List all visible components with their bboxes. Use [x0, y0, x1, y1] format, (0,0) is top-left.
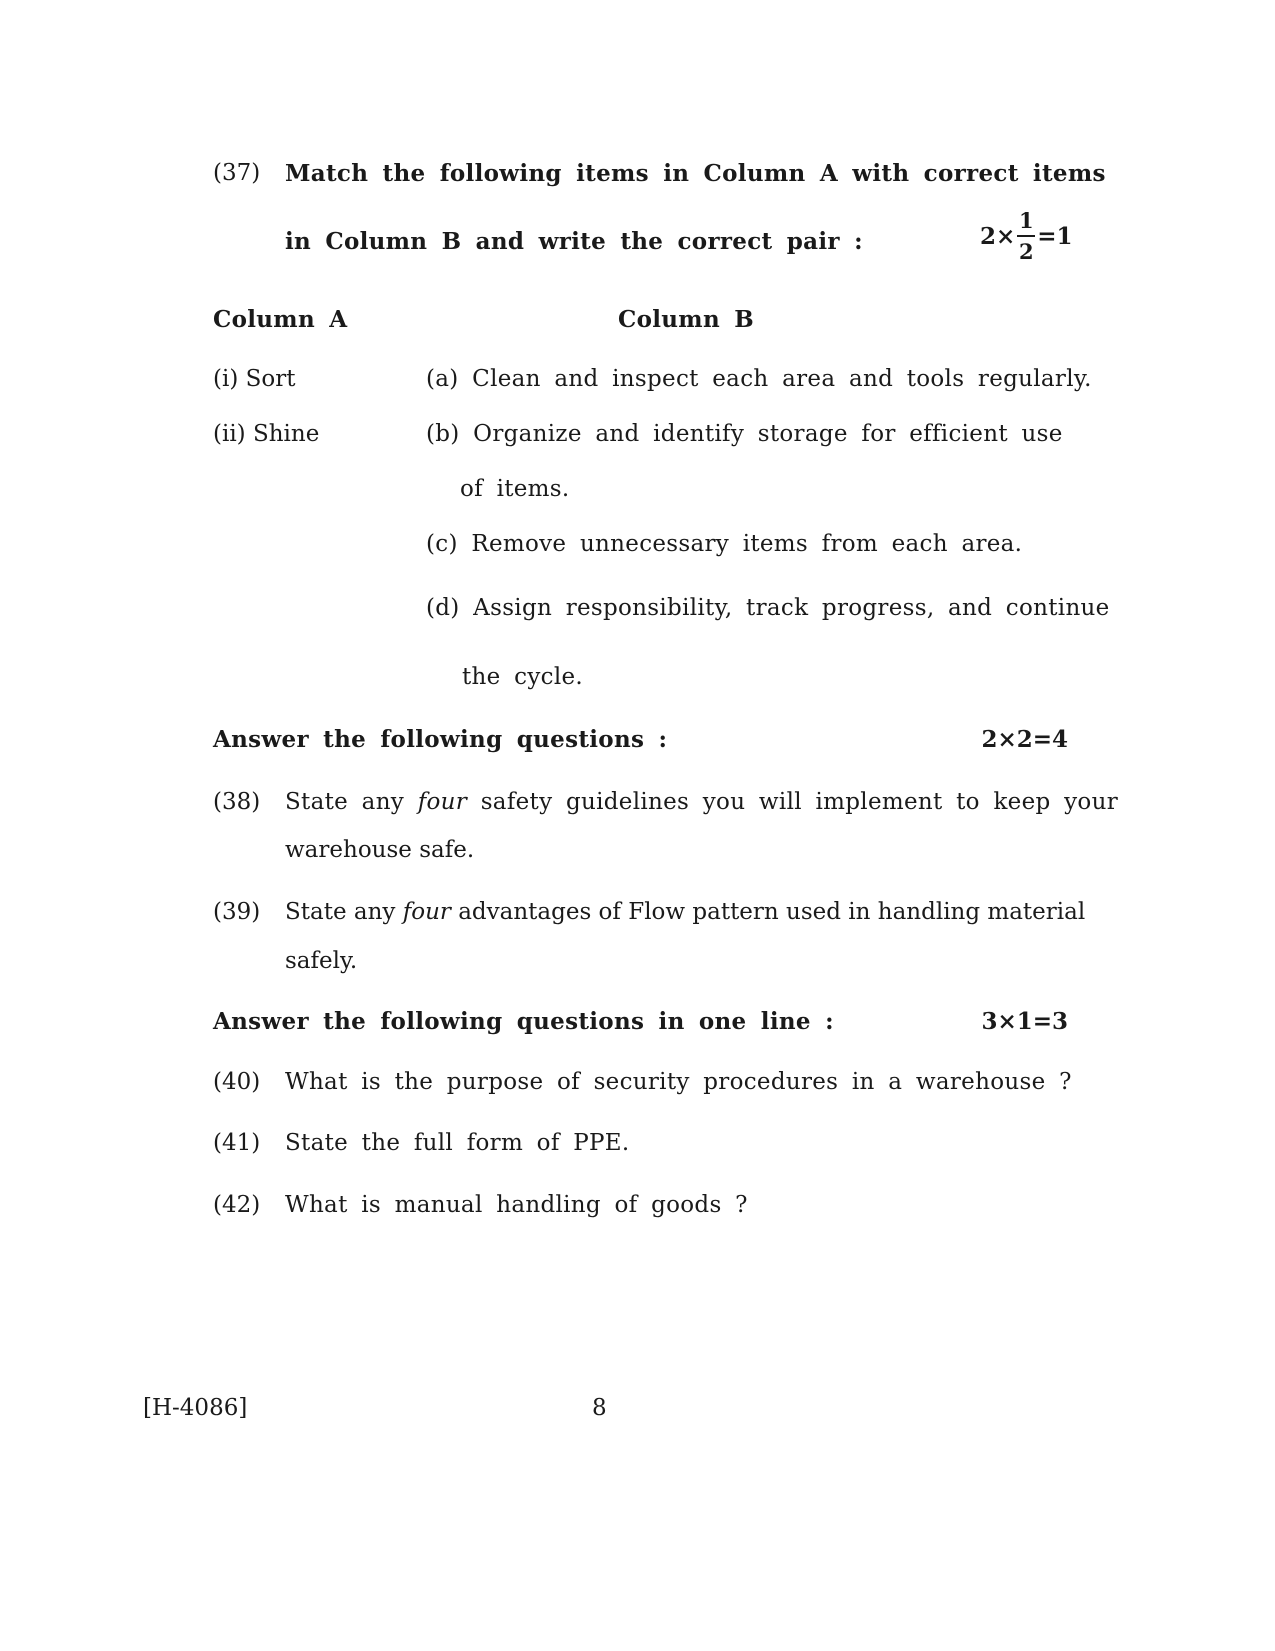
column-a-item-1: (i) Sort	[213, 366, 296, 392]
section2-marks: 2×2=4	[981, 726, 1068, 753]
column-b-item-a: (a) Clean and inspect each area and tools regularly.	[426, 366, 1092, 392]
section3-heading: Answer the following questions in one line :	[213, 1008, 834, 1035]
q39-emphasis: four	[402, 899, 451, 925]
q37-text-line2: in Column B and write the correct pair :	[285, 228, 863, 255]
column-b-item-b: (b) Organize and identify storage for efficient use	[426, 421, 1063, 447]
q37-number: (37)	[213, 160, 261, 186]
q42-number: (42)	[213, 1192, 261, 1218]
q37-text-line1: Match the following items in Column A with correct items	[285, 160, 1106, 187]
q37-marks-fraction	[1017, 210, 1035, 262]
q38-text-line2: warehouse safe.	[285, 837, 475, 863]
q37-marks-suffix: =1	[1037, 222, 1073, 250]
paper-code: [H-4086]	[143, 1395, 248, 1421]
q38-emphasis: four	[417, 789, 468, 815]
q37-marks	[980, 208, 1073, 264]
q40-text: What is the purpose of security procedures in a warehouse ?	[285, 1069, 1072, 1095]
q38-post: safety guidelines you will implement to keep your	[467, 789, 1118, 815]
q38-text-line1	[285, 789, 1118, 815]
section2-heading: Answer the following questions :	[213, 726, 668, 753]
q38-number: (38)	[213, 789, 261, 815]
q37-marks-denominator: 2	[1018, 239, 1034, 264]
q37-marks-prefix: 2×	[980, 222, 1016, 250]
section3-marks: 3×1=3	[981, 1008, 1068, 1035]
q42-text: What is manual handling of goods ?	[285, 1192, 748, 1218]
q41-text: State the full form of PPE.	[285, 1130, 630, 1156]
q38-pre: State any	[285, 789, 418, 815]
q39-pre: State any	[285, 899, 403, 925]
q37-marks-numerator: 1	[1018, 208, 1034, 233]
column-b-item-c: (c) Remove unnecessary items from each area.	[426, 531, 1023, 557]
column-b-item-d: (d) Assign responsibility, track progress, and continue	[426, 595, 1110, 621]
column-b-item-b-cont: of items.	[460, 476, 570, 502]
q39-text-line2: safely.	[285, 948, 358, 974]
page-number: 8	[592, 1395, 607, 1421]
q39-text-line1	[285, 899, 1086, 925]
q41-number: (41)	[213, 1130, 261, 1156]
column-b-header: Column B	[618, 306, 755, 333]
fraction-bar	[1017, 235, 1035, 237]
column-b-item-d-cont: the cycle.	[462, 664, 584, 690]
q40-number: (40)	[213, 1069, 261, 1095]
column-a-item-2: (ii) Shine	[213, 421, 320, 447]
q39-number: (39)	[213, 899, 261, 925]
q39-post: advantages of Flow pattern used in handling material	[450, 899, 1086, 925]
column-a-header: Column A	[213, 306, 348, 333]
